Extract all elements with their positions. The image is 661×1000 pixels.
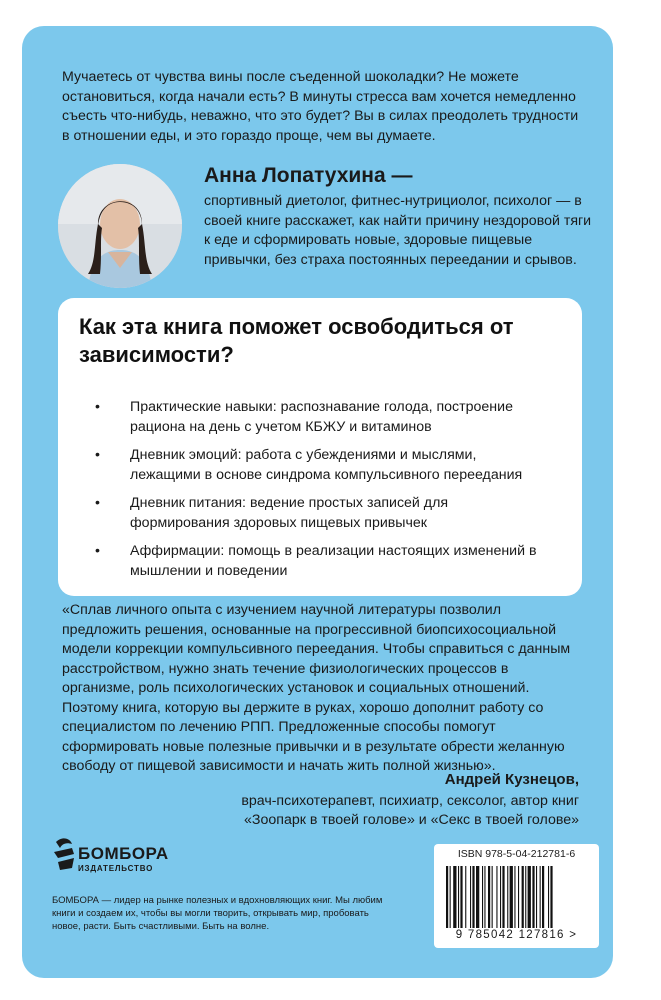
bullet-icon: • [95,495,100,511]
benefits-card [58,298,582,596]
card-title: Как эта книга поможет освободиться от зависимости? [79,314,514,367]
intro-text: Мучаетесь от чувства вины после съеденной шоколадки? Не можете остановиться, когда начали есть? В минуты стресса вам хочется немедленно съесть что-нибудь, неважно, что это будет? Вы в силах преодолеть трудности в отношении еды, и это гораздо проще, чем вы думаете. [62,69,579,144]
barcode-bar [465,866,466,928]
barcode-bar [450,866,451,928]
barcode-bar [550,866,552,928]
barcode-bar [488,866,490,928]
barcode-bar [514,866,515,928]
barcode-bar [536,866,537,928]
barcode-icon [444,866,589,928]
book-back-cover [22,26,613,978]
benefit-text: Дневник питания: ведение простых записей для формирования здоровых пищевых привычек [130,495,449,531]
barcode-bar [458,866,459,928]
benefit-text: Практические навыки: распознавание голода, построение рациона на день с учетом КБЖУ и витаминов [130,399,513,435]
author-photo [58,164,182,288]
benefit-item [58,398,540,437]
publisher-description: БОМБОРА — лидер на рынке полезных и вдохновляющих книг. Мы любим книги и создаем их, чтобы вы могли творить, открывать мир, пробовать новое, расти. Быть счастливыми. Быть на волне. [52,895,383,932]
publisher-subtitle: ИЗДАТЕЛЬСТВО [78,864,154,873]
quote-author-name: Андрей Кузнецов, [444,771,579,788]
benefit-text: Аффирмации: помощь в реализации настоящих изменений в мышлении и поведении [130,543,537,579]
benefits-list [58,398,582,590]
barcode-bar [502,866,504,928]
barcode-bar [496,866,497,928]
bullet-icon: • [95,447,100,463]
author-description: спортивный диетолог, фитнес-нутрициолог, психолог — в своей книге расскажет, как найти причину нездоровой тяги к еде и сформировать новые, здоровые пищевые привычки, без страха постоянных переедании и срывов. [204,193,592,268]
barcode-bar [507,866,508,928]
barcode-bar [492,866,493,928]
barcode-bar [528,866,531,928]
quote-author-books: «Зоопарк в твоей голове» и «Секс в твоей голове» [244,812,579,828]
barcode-bar [510,866,513,928]
barcode-bar [540,866,541,928]
author-name: Анна Лопатухина — [204,164,413,187]
barcode-bar [542,866,544,928]
publisher-name: БОМБОРА [78,844,169,863]
barcode-bar [453,866,456,928]
barcode-bar [548,866,549,928]
quote-author-title: врач-психотерапевт, психиатр, сексолог, автор книг [241,792,579,809]
barcode-bar [532,866,534,928]
barcode-bar [476,866,479,928]
barcode-bar [522,866,524,928]
barcode-bar [484,866,485,928]
isbn-label: ISBN 978-5-04-212781-6 [457,848,576,860]
barcode-bar [525,866,526,928]
bullet-icon: • [95,543,100,559]
benefit-item [58,494,540,533]
quote-author [241,770,579,831]
bullet-icon: • [95,399,100,415]
benefit-item [58,446,540,485]
barcode-bar [518,866,519,928]
author-photo-image [58,164,182,288]
barcode-bar [472,866,474,928]
barcode-panel [434,844,599,948]
barcode-bar [500,866,501,928]
barcode-bar [460,866,462,928]
barcode-number: 9 785042 127816 > [455,929,578,941]
benefit-item [58,542,540,581]
barcode-bar [446,866,448,928]
review-quote: «Сплав личного опыта с изучением научной литературы позволил предложить решения, основанные на прогрессивной биопсихосоциальной модели коррекции компульсивного переедания. Чтобы справиться с данным расстройством, нужно знать течение физиологических процессов в организме, роль психологических установок и социальных отношений. Поэтому книга, которую вы держите в руках, хорошо дополнит работу со специалистом по лечению РПП. Предложенные способы помогут сформировать новые полезные привычки и в результате обрести желанную свободу от пищевой зависимости и начать жить полной жизнью». [62,602,571,774]
barcode-bar [482,866,483,928]
barcode-bar [470,866,471,928]
benefit-text: Дневник эмоций: работа с убеждениями и мыслями, лежащими в основе синдрома компульсивного переедания [130,447,523,483]
